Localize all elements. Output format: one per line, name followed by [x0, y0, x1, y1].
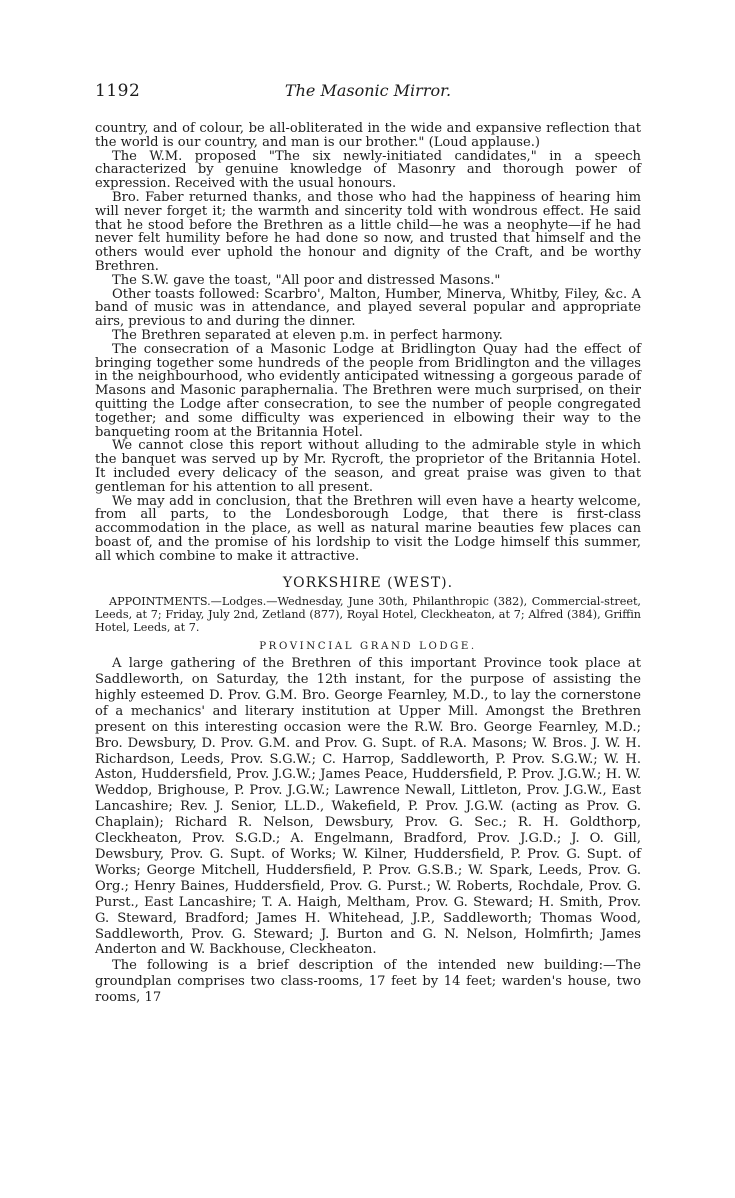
paragraph-faber-thanks: Bro. Faber returned thanks, and those who had the happiness of hearing him will never forget it; the warmth and sincerity told with wondrous effect. He said that he stood before the Brethren as a little child—he was a neophyte—if he had never felt humility before he had done so now, and trusted that himself and the others would ever uphold the honour and dignity of the Craft, and be worthy Brethren. [95, 189, 641, 274]
section-heading: YORKSHIRE (WEST). [282, 574, 454, 591]
appointments-notice: APPOINTMENTS.—Lodges.—Wednesday, June 30th, Philanthropic (382), Commercial-street, Leeds, at 7; Friday, July 2nd, Zetland (877), Royal Hotel, Cleckheaton, at 7; Alfred (384), Griffin Hotel, Leeds, at 7. [95, 594, 641, 634]
page [0, 81, 735, 1198]
page-number: 1192 [95, 81, 141, 101]
paragraph-conclusion: We may add in conclusion, that the Brethren will even have a hearty welcome, from all parts, to the Londesborough Lodge, that there is first-class accommodation in the place, as well as natural marine beauties few places can boast of, and the promise of his lordship to visit the Lodge himself this summer, all which combine to make it attractive. [95, 493, 641, 564]
paragraph-continuation: country, and of colour, be all-obliterated in the wide and expansive reflection that the world is our country, and man is our brother." (Loud applause.) [95, 121, 641, 150]
article-body [95, 122, 641, 1006]
magazine-title: The Masonic Mirror. [284, 81, 452, 100]
paragraph-consecration: The consecration of a Masonic Lodge at Bridlington Quay had the effect of bringing together some hundreds of the people from Bridlington and the villages in the neighbourhood, who evidently anticipated witnessing a gorgeous parade of Masons and Masonic paraphernalia. The Brethren were much surprised, on their quitting the Lodge after consecration, to see the number of people congregated together; and some difficulty was experienced in elbowing their way to the banqueting room at the Britannia Hotel. [95, 341, 641, 440]
paragraph-wm-toast: The W.M. proposed "The six newly-initiated candidates," in a speech characterized by genuine knowledge of Masonry and thorough power of expression. Received with the usual honours. [95, 148, 641, 192]
paragraph-separated: The Brethren separated at eleven p.m. in perfect harmony. [112, 327, 503, 343]
running-head [95, 81, 641, 105]
paragraph-sw-toast: The S.W. gave the toast, "All poor and distressed Masons." [112, 272, 501, 288]
section-subheading: PROVINCIAL GRAND LODGE. [259, 641, 477, 653]
paragraph-banquet: We cannot close this report without alluding to the admirable style in which the banquet was served up by Mr. Rycroft, the proprietor of the Britannia Hotel. It included every delicacy of the season, and great praise was given to that gentleman for his attention to all present. [95, 438, 641, 495]
paragraph-provincial-gathering: A large gathering of the Brethren of this important Province took place at Saddleworth, on Saturday, the 12th instant, for the purpose of assisting the highly esteemed D. Prov. G.M. Bro. George Fearnley, M.D., to lay the cornerstone of a mechanics' and literary institution at Upper Mill. Amongst the Brethren present on this interesting occasion were the R.W. Bro. George Fearnley, M.D.; Bro. Dewsbury, D. Prov. G.M. and Prov. G. Supt. of R.A. Masons; W. Bros. J. W. H. Richardson, Leeds, Prov. S.G.W.; C. Harrop, Saddleworth, P. Prov. S.G.W.; W. H. Aston, Huddersfield, Prov. J.G.W.; James Peace, Huddersfield, P. Prov. J.G.W.; H. W. Weddop, Brighouse, P. Prov. J.G.W.; Lawrence Newall, Littleton, Prov. J.G.W., East Lancashire; Rev. J. Senior, LL.D., Wakefield, P. Prov. J.G.W. (acting as Prov. G. Chaplain); Richard R. Nelson, Dewsbury, Prov. G. Sec.; R. H. Goldthorp, Cleckheaton, Prov. S.G.D.; A. Engelmann, Bradford, Prov. J.G.D.; J. O. Gill, Dewsbury, Prov. G. Supt. of Works; W. Kilner, Huddersfield, P. Prov. G. Supt. of Works; George Mitchell, Huddersfield, P. Prov. G.S.B.; W. Spark, Leeds, Prov. G. Org.; Henry Baines, Huddersfield, Prov. G. Purst.; W. Roberts, Rochdale, Prov. G. Purst., East Lancashire; T. A. Haigh, Meltham, Prov. G. Steward; H. Smith, Prov. G. Steward, Bradford; James H. Whitehead, J.P., Saddleworth; Thomas Wood, Saddleworth, Prov. G. Steward; J. Burton and G. N. Nelson, Holmfirth; James Anderton and W. Backhouse, Cleckheaton. [95, 656, 641, 958]
paragraph-other-toasts: Other toasts followed: Scarbro', Malton, Humber, Minerva, Whitby, Filey, &c. A band of music was in attendance, and played several popular and appropriate airs, previous to and during the dinner. [95, 286, 641, 330]
paragraph-building-description: The following is a brief description of the intended new building:—The groundplan comprises two class-rooms, 17 feet by 14 feet; warden's house, two rooms, 17 [95, 958, 641, 1006]
